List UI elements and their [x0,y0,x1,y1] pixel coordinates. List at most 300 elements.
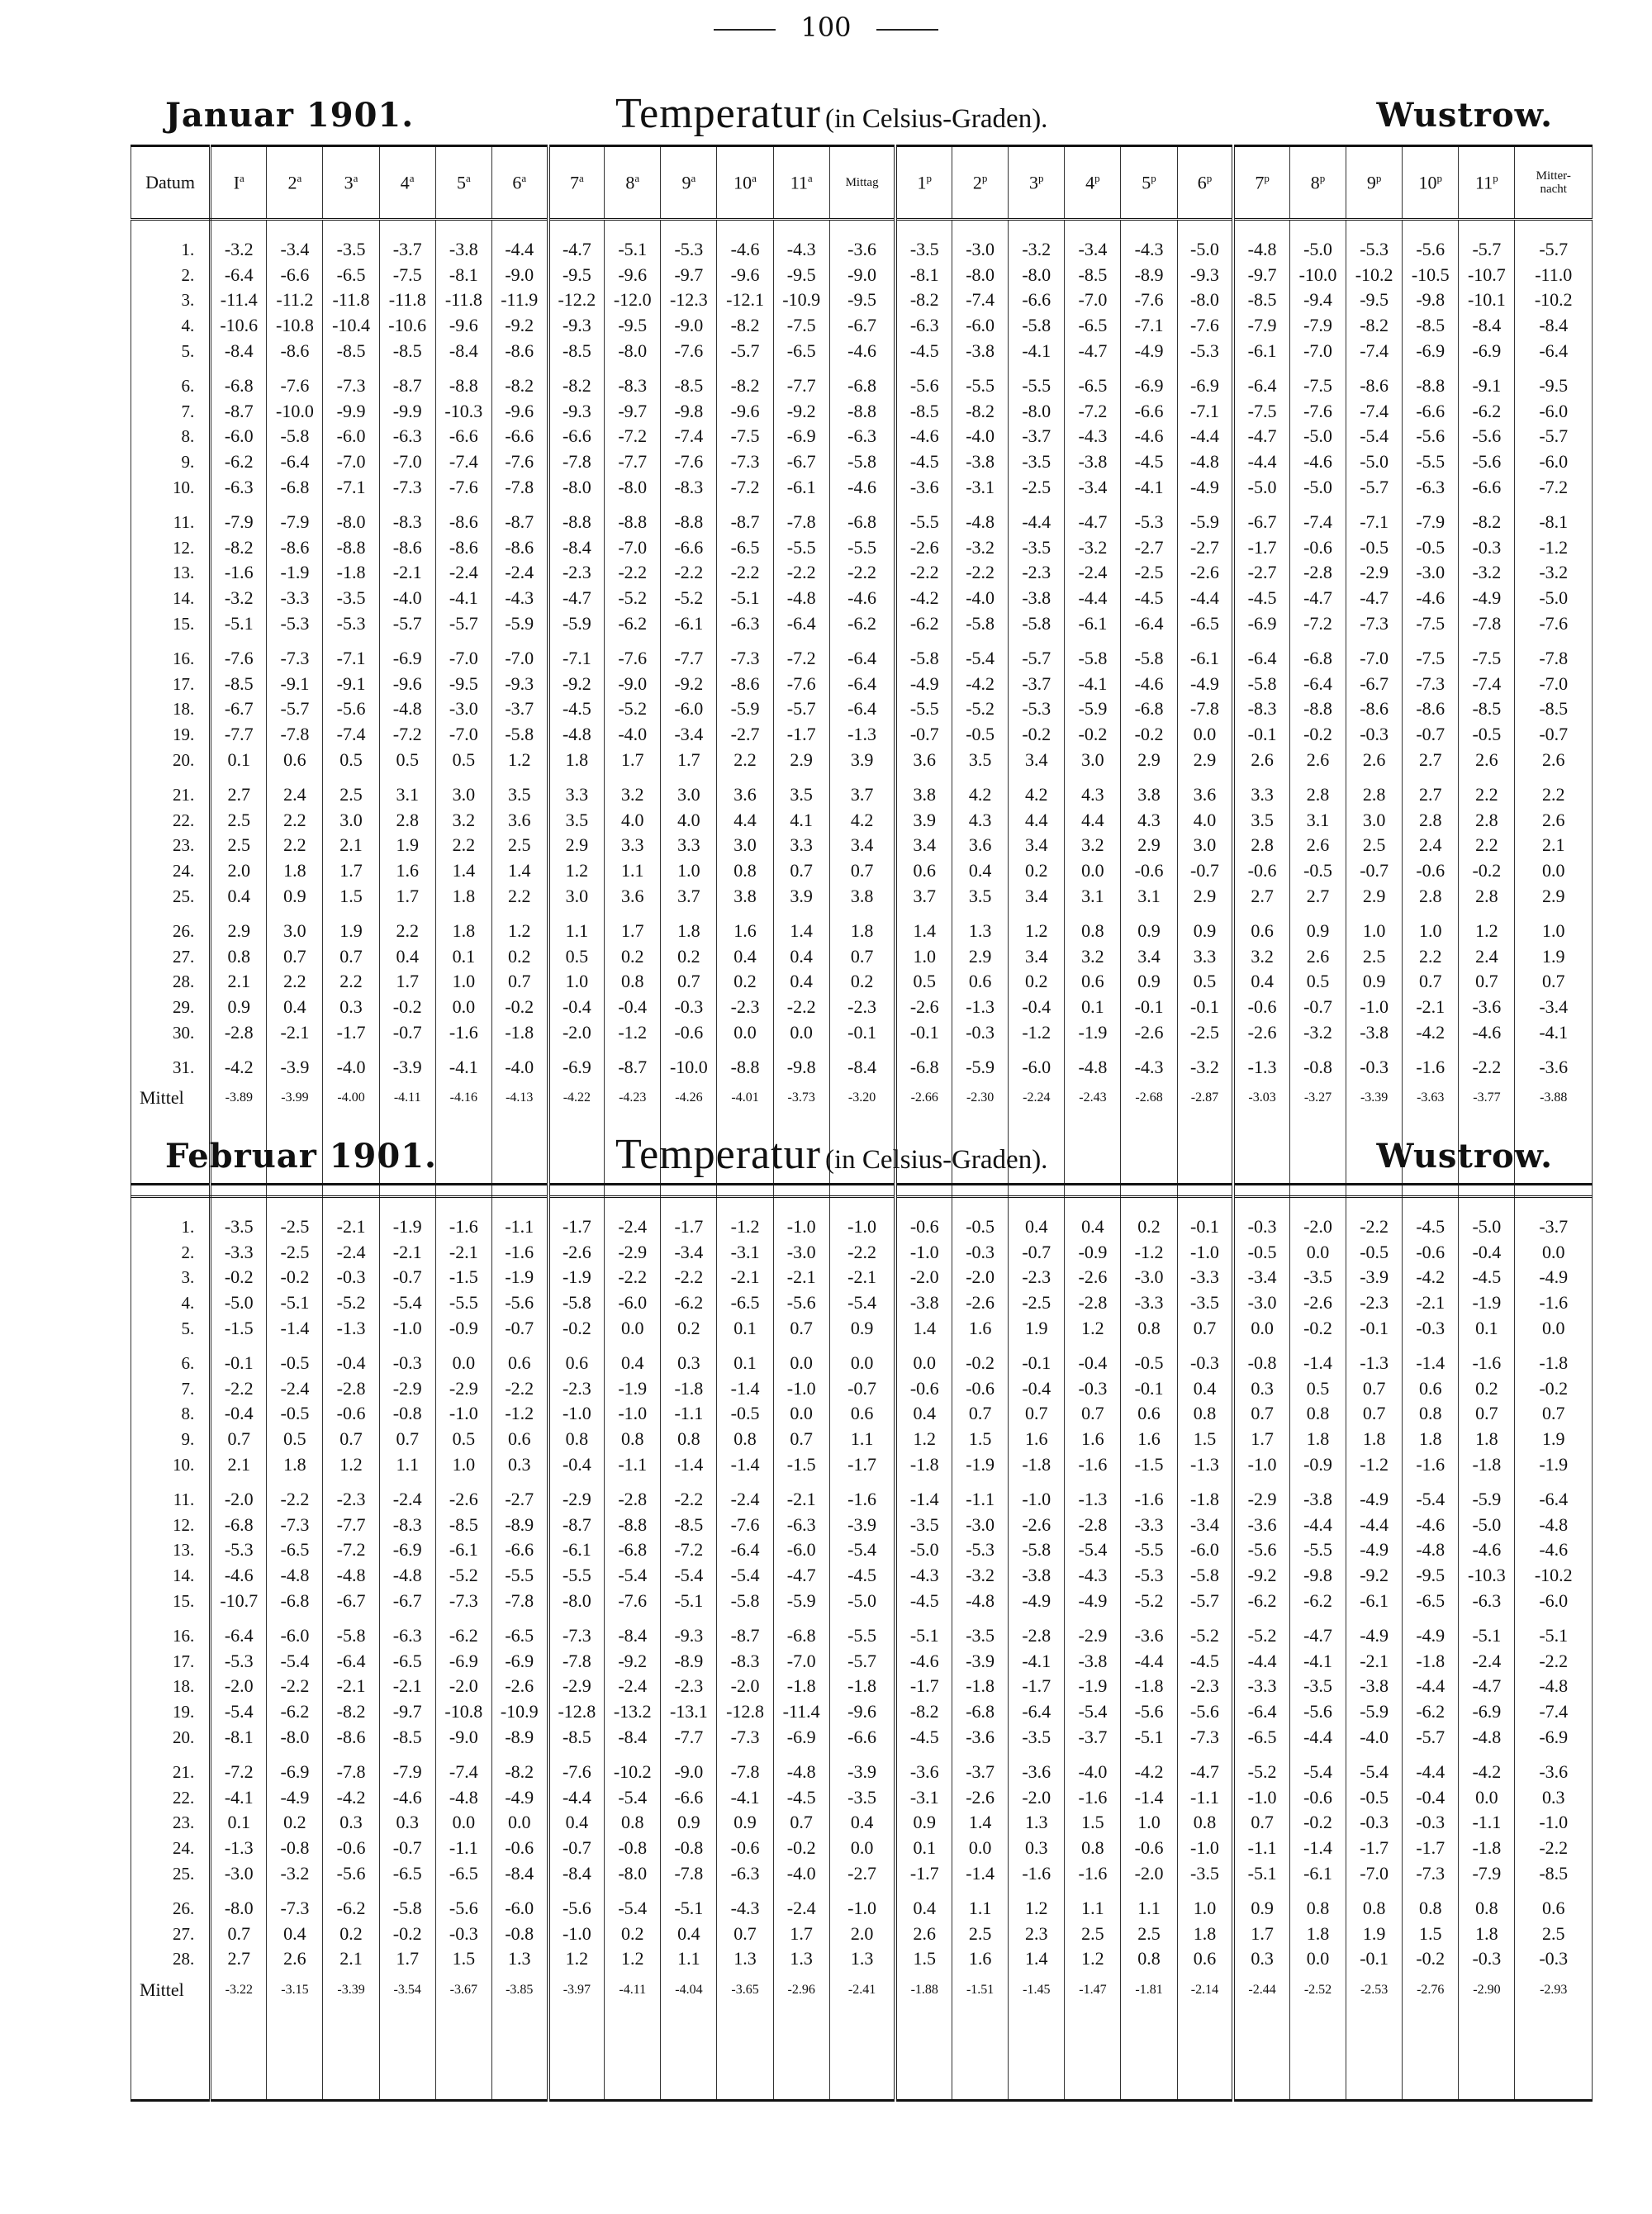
temperature-cell: 0.0 [1289,1946,1346,1972]
temperature-cell: -10.3 [1459,1563,1515,1589]
temperature-cell: 0.9 [717,1810,773,1836]
temperature-cell: -1.2 [1009,1019,1065,1045]
temperature-cell: -8.8 [605,1513,661,1538]
temperature-cell: -4.9 [1346,1487,1403,1513]
temperature-cell: -4.7 [773,1563,829,1589]
temperature-cell: 3.9 [829,747,895,772]
temperature-cell: 1.3 [773,1946,829,1972]
temperature-cell: -8.1 [895,263,952,288]
table-row [131,510,1593,535]
table-row [131,782,1593,808]
temperature-cell: -1.3 [211,1836,267,1861]
temperature-cell: 0.6 [1065,969,1121,995]
temperature-cell: -5.7 [1459,237,1515,263]
temperature-cell: -9.9 [379,399,435,425]
temperature-cell: -8.1 [435,263,491,288]
temperature-cell: -0.3 [323,1265,379,1290]
temperature-cell: -2.2 [661,1265,717,1290]
temperature-cell: -6.8 [829,510,895,535]
temperature-cell: -7.6 [605,1588,661,1613]
temperature-cell: -6.8 [211,373,267,399]
table-row [131,586,1593,611]
temperature-cell: -4.5 [895,338,952,363]
temperature-cell: 0.4 [952,858,1009,884]
temperature-cell: -9.8 [661,399,717,425]
temperature-cell: -11.0 [1515,263,1593,288]
temperature-cell: -7.1 [323,646,379,672]
temperature-cell: 0.7 [1459,1401,1515,1427]
temperature-cell: -1.9 [379,1214,435,1240]
temperature-cell: -2.4 [379,1487,435,1513]
temperature-cell: 3.6 [895,747,952,772]
temperature-cell: -7.9 [379,1760,435,1785]
column-header: Datum [131,146,211,220]
temperature-cell: -8.5 [661,373,717,399]
temperature-cell: -2.6 [895,995,952,1020]
temperature-cell: 0.7 [1233,1401,1289,1427]
day-label: 24. [131,1836,211,1861]
temperature-cell: -9.7 [661,263,717,288]
temperature-cell: -6.3 [773,1513,829,1538]
temperature-cell: -6.1 [1289,1860,1346,1886]
temperature-cell: -0.2 [952,1351,1009,1376]
temperature-cell: 3.6 [717,782,773,808]
temperature-cell: -2.3 [1346,1290,1403,1316]
temperature-cell: -6.8 [773,1623,829,1649]
temperature-cell: -7.0 [1346,646,1403,672]
temperature-cell: 2.0 [829,1921,895,1946]
temperature-cell: -0.3 [1065,1376,1121,1402]
temperature-cell: -3.0 [435,696,491,722]
temperature-cell: -7.0 [1346,1860,1403,1886]
temperature-cell: -9.3 [491,672,548,697]
temperature-cell: 0.9 [661,1810,717,1836]
temperature-cell: 0.8 [605,1427,661,1452]
temperature-cell: 4.4 [717,807,773,833]
temperature-cell: -8.2 [1346,313,1403,339]
temperature-cell: -0.6 [1289,535,1346,561]
temperature-cell: -5.0 [1289,237,1346,263]
temperature-cell: 0.0 [1459,1784,1515,1810]
temperature-cell: -5.7 [717,338,773,363]
temperature-cell: -3.2 [1177,1055,1233,1081]
temperature-cell: -8.8 [1289,696,1346,722]
temperature-cell: -0.8 [661,1836,717,1861]
temperature-cell: -6.5 [379,1649,435,1675]
temperature-cell: 1.2 [605,1946,661,1972]
temperature-cell: -2.4 [1065,560,1121,586]
temperature-cell: -5.3 [1121,1563,1177,1589]
temperature-cell: -10.5 [1403,263,1459,288]
temperature-cell: 2.8 [1233,833,1289,858]
temperature-cell: 2.9 [1515,883,1593,909]
temperature-cell: -2.4 [323,1240,379,1266]
temperature-cell: 2.6 [1289,747,1346,772]
temperature-cell: -0.6 [661,1019,717,1045]
temperature-cell: -5.8 [829,449,895,475]
temperature-cell: -1.3 [323,1315,379,1341]
temperature-cell: -2.6 [1065,1265,1121,1290]
temperature-cell: 0.2 [1009,858,1065,884]
temperature-cell: -7.8 [323,1760,379,1785]
temperature-cell: 2.2 [267,969,323,995]
day-label: 22. [131,807,211,833]
temperature-cell: -5.2 [1121,1588,1177,1613]
table-row [131,1513,1593,1538]
temperature-cell: -6.9 [1121,373,1177,399]
temperature-cell: -6.8 [267,1588,323,1613]
temperature-cell: 2.2 [491,883,548,909]
page-number: 100 [0,12,1652,43]
mean-cell: -2.90 [1459,1972,1515,2008]
temperature-cell: 0.4 [895,1896,952,1922]
temperature-cell: 0.7 [661,969,717,995]
temperature-cell: -4.1 [1121,474,1177,500]
temperature-cell: -8.2 [895,1699,952,1725]
temperature-cell: -6.0 [773,1537,829,1563]
temperature-cell: -1.8 [773,1674,829,1699]
temperature-cell: -5.7 [1177,1588,1233,1613]
temperature-cell: -5.2 [435,1563,491,1589]
day-label: 27. [131,943,211,969]
temperature-cell: -5.9 [1065,696,1121,722]
temperature-cell: 0.2 [661,1315,717,1341]
temperature-cell: -7.6 [1515,611,1593,636]
temperature-cell: -0.3 [952,1240,1009,1266]
temperature-cell: 0.4 [1177,1376,1233,1402]
temperature-cell: -6.2 [661,1290,717,1316]
temperature-cell: -0.4 [323,1351,379,1376]
temperature-cell: -5.2 [323,1290,379,1316]
temperature-cell: 1.5 [952,1427,1009,1452]
temperature-cell: -2.8 [1009,1623,1065,1649]
temperature-cell: 2.5 [1346,833,1403,858]
temperature-cell: -9.0 [605,672,661,697]
temperature-cell: 2.7 [1233,883,1289,909]
temperature-cell: -4.2 [1459,1760,1515,1785]
temperature-cell: -4.4 [1009,510,1065,535]
temperature-cell: -3.8 [895,1290,952,1316]
temperature-cell: -7.6 [661,338,717,363]
temperature-cell: -0.3 [1459,535,1515,561]
temperature-cell: -8.0 [1009,399,1065,425]
temperature-cell: 0.3 [1233,1946,1289,1972]
temperature-cell: -7.9 [267,510,323,535]
mean-cell: -3.20 [829,1080,895,1116]
mean-cell: -3.22 [211,1972,267,2008]
temperature-cell: -1.0 [773,1214,829,1240]
temperature-cell: -8.8 [1403,373,1459,399]
temperature-cell: -6.8 [605,1537,661,1563]
temperature-cell: -8.1 [1515,510,1593,535]
temperature-cell: 1.8 [661,919,717,944]
temperature-cell: -5.6 [1233,1537,1289,1563]
temperature-cell: 0.2 [717,969,773,995]
temperature-cell: -5.6 [1121,1699,1177,1725]
temperature-cell: 2.6 [267,1946,323,1972]
temperature-cell: -3.2 [1009,237,1065,263]
mean-cell: -1.51 [952,1972,1009,2008]
january-temperature-table [131,145,1593,1219]
temperature-cell: -7.8 [548,1649,605,1675]
temperature-cell: 3.5 [1233,807,1289,833]
temperature-cell: -3.4 [1233,1265,1289,1290]
temperature-cell: -10.9 [773,287,829,313]
temperature-cell: 0.4 [661,1921,717,1946]
temperature-cell: 0.7 [1009,1401,1065,1427]
temperature-cell: -7.5 [1403,611,1459,636]
column-header [829,1185,895,1197]
temperature-cell: -5.7 [1346,474,1403,500]
temperature-cell: -4.5 [1177,1649,1233,1675]
temperature-cell: 3.9 [773,883,829,909]
temperature-cell: -8.6 [491,535,548,561]
temperature-cell: -7.2 [717,474,773,500]
temperature-cell: -2.9 [435,1376,491,1402]
table-row [131,535,1593,561]
temperature-cell: -5.3 [661,237,717,263]
temperature-cell: -2.7 [717,722,773,748]
temperature-cell: -0.3 [661,995,717,1020]
temperature-cell: 2.9 [1121,747,1177,772]
temperature-cell: -6.6 [1009,287,1065,313]
temperature-cell: -6.9 [267,1760,323,1785]
temperature-cell: 0.7 [829,858,895,884]
temperature-cell: -6.5 [1065,313,1121,339]
temperature-cell: -6.5 [1177,611,1233,636]
temperature-cell: -4.7 [1289,1623,1346,1649]
temperature-cell: -9.8 [1289,1563,1346,1589]
temperature-cell: 2.8 [1459,883,1515,909]
temperature-cell: 0.3 [1233,1376,1289,1402]
temperature-cell: -0.9 [1289,1451,1346,1477]
temperature-cell: 3.6 [491,807,548,833]
temperature-cell: 0.8 [1177,1810,1233,1836]
temperature-cell: -9.6 [717,399,773,425]
temperature-cell: -3.0 [1403,560,1459,586]
temperature-cell: -3.0 [773,1240,829,1266]
column-header [1289,1185,1346,1197]
temperature-cell: -5.4 [379,1290,435,1316]
temperature-cell: 1.9 [1009,1315,1065,1341]
day-label: 9. [131,1427,211,1452]
temperature-cell: -8.6 [267,535,323,561]
temperature-cell: -1.7 [1403,1836,1459,1861]
temperature-cell: -0.8 [1289,1055,1346,1081]
temperature-cell: -1.8 [1515,1351,1593,1376]
temperature-cell: -3.3 [1121,1513,1177,1538]
day-label: 14. [131,1563,211,1589]
temperature-cell: -2.9 [1065,1623,1121,1649]
temperature-cell: 2.4 [1459,943,1515,969]
temperature-cell: 0.2 [323,1921,379,1946]
temperature-cell: -5.5 [1009,373,1065,399]
temperature-cell: -0.6 [491,1836,548,1861]
temperature-cell: -0.8 [1233,1351,1289,1376]
column-header: 9$^p$ [1346,146,1403,220]
temperature-cell: 0.5 [435,747,491,772]
temperature-cell: -6.4 [1009,1699,1065,1725]
temperature-cell: 1.5 [1177,1427,1233,1452]
temperature-cell: -7.4 [952,287,1009,313]
temperature-cell: -4.4 [548,1784,605,1810]
temperature-cell: 2.7 [1403,782,1459,808]
mean-cell: -3.03 [1233,1080,1289,1116]
temperature-cell: -9.6 [379,672,435,697]
temperature-cell: -4.6 [895,1649,952,1675]
temperature-cell: -5.0 [1459,1513,1515,1538]
temperature-cell: -7.9 [1289,313,1346,339]
temperature-cell: -7.0 [605,535,661,561]
temperature-cell: -4.6 [379,1784,435,1810]
temperature-cell: -8.2 [491,1760,548,1785]
temperature-cell: -3.3 [1121,1290,1177,1316]
temperature-cell: 0.6 [1515,1896,1593,1922]
temperature-cell: -1.8 [952,1674,1009,1699]
temperature-cell: -9.9 [323,399,379,425]
temperature-cell: -1.1 [1177,1784,1233,1810]
temperature-cell: -5.0 [895,1537,952,1563]
temperature-cell: 1.2 [1459,919,1515,944]
temperature-cell: -6.4 [1233,646,1289,672]
temperature-cell: -0.8 [267,1836,323,1861]
temperature-cell: -4.8 [1065,1055,1121,1081]
temperature-cell: -8.5 [661,1513,717,1538]
temperature-cell: -6.3 [379,424,435,449]
temperature-cell: -5.4 [1289,1760,1346,1785]
temperature-cell: -1.4 [717,1451,773,1477]
temperature-cell: 1.8 [1289,1427,1346,1452]
temperature-cell: -6.2 [1233,1588,1289,1613]
temperature-cell: -6.9 [1403,338,1459,363]
day-label: 23. [131,833,211,858]
temperature-cell: -8.3 [605,373,661,399]
temperature-cell: -1.8 [323,560,379,586]
temperature-cell: 1.0 [435,969,491,995]
temperature-cell: -5.4 [829,1290,895,1316]
temperature-cell: -1.6 [1065,1860,1121,1886]
temperature-cell: -6.0 [952,313,1009,339]
temperature-cell: -9.5 [1403,1563,1459,1589]
temperature-cell: 4.0 [661,807,717,833]
temperature-cell: -2.5 [267,1240,323,1266]
temperature-cell: -8.5 [379,338,435,363]
table-row [131,1055,1593,1081]
temperature-cell: -4.8 [1403,1537,1459,1563]
temperature-cell: -6.4 [267,449,323,475]
temperature-cell: -2.2 [267,1674,323,1699]
day-label: 2. [131,1240,211,1266]
temperature-cell: 0.0 [491,1810,548,1836]
temperature-cell: -0.3 [1515,1946,1593,1972]
temperature-cell: -8.5 [548,1724,605,1750]
temperature-cell: -4.5 [1403,1214,1459,1240]
temperature-cell: -9.1 [267,672,323,697]
temperature-cell: -8.7 [379,373,435,399]
temperature-cell: -3.3 [1233,1674,1289,1699]
day-label: 17. [131,672,211,697]
temperature-cell: -8.5 [211,672,267,697]
temperature-cell: -4.1 [1009,1649,1065,1675]
temperature-cell: -0.3 [1233,1214,1289,1240]
temperature-cell: -3.9 [952,1649,1009,1675]
temperature-cell: -6.1 [1233,338,1289,363]
table-row [131,1563,1593,1589]
temperature-cell: 0.8 [1121,1315,1177,1341]
temperature-cell: 0.5 [379,747,435,772]
temperature-cell: -4.4 [1065,586,1121,611]
temperature-cell: -0.3 [435,1921,491,1946]
mean-cell: -4.00 [323,1080,379,1116]
day-label: 15. [131,611,211,636]
temperature-cell: -0.2 [211,1265,267,1290]
temperature-cell: -10.2 [605,1760,661,1785]
temperature-cell: -4.1 [435,586,491,611]
temperature-cell: -4.3 [1121,237,1177,263]
temperature-cell: -1.6 [491,1240,548,1266]
column-header [548,1185,605,1197]
temperature-cell: -4.5 [895,1588,952,1613]
temperature-cell: -3.5 [1177,1860,1233,1886]
temperature-cell: 0.6 [1403,1376,1459,1402]
temperature-cell: 3.3 [605,833,661,858]
column-header [1515,1185,1593,1197]
temperature-cell: -2.2 [952,560,1009,586]
column-header: 5$^a$ [435,146,491,220]
temperature-cell: -9.5 [1515,373,1593,399]
temperature-cell: -7.8 [1515,646,1593,672]
temperature-cell: -0.5 [1121,1351,1177,1376]
temperature-cell: -1.2 [1121,1240,1177,1266]
temperature-cell: -0.7 [829,1376,895,1402]
temperature-cell: -5.9 [952,1055,1009,1081]
temperature-cell: -2.1 [379,1674,435,1699]
temperature-cell: -0.6 [717,1836,773,1861]
temperature-cell: -0.1 [211,1351,267,1376]
temperature-cell: -2.3 [661,1674,717,1699]
temperature-cell: -8.6 [323,1724,379,1750]
temperature-cell: 0.9 [895,1810,952,1836]
temperature-cell: 1.7 [1233,1921,1289,1946]
temperature-cell: 0.4 [1009,1214,1065,1240]
temperature-cell: -0.2 [1403,1946,1459,1972]
temperature-cell: -1.9 [1065,1019,1121,1045]
temperature-cell: 3.4 [1121,943,1177,969]
temperature-cell: 1.5 [435,1946,491,1972]
mean-cell: -4.26 [661,1080,717,1116]
temperature-cell: -2.3 [1177,1674,1233,1699]
temperature-cell: -0.3 [952,1019,1009,1045]
temperature-cell: -7.8 [661,1860,717,1886]
mean-row [131,1080,1593,1116]
temperature-cell: -4.0 [379,586,435,611]
temperature-cell: 0.7 [1177,1315,1233,1341]
temperature-cell: 3.3 [1177,943,1233,969]
temperature-cell: -5.8 [379,1896,435,1922]
temperature-cell: -3.6 [1459,995,1515,1020]
temperature-cell: -6.9 [379,1537,435,1563]
temperature-cell: 0.1 [1459,1315,1515,1341]
temperature-cell: -5.0 [1177,237,1233,263]
temperature-cell: 1.8 [548,747,605,772]
temperature-cell: -6.6 [1403,399,1459,425]
temperature-cell: -3.9 [829,1760,895,1785]
temperature-cell: -0.1 [1177,1214,1233,1240]
temperature-cell: -3.5 [1009,1724,1065,1750]
temperature-cell: 1.1 [1121,1896,1177,1922]
temperature-cell: -4.8 [952,510,1009,535]
temperature-cell: -0.5 [717,1401,773,1427]
